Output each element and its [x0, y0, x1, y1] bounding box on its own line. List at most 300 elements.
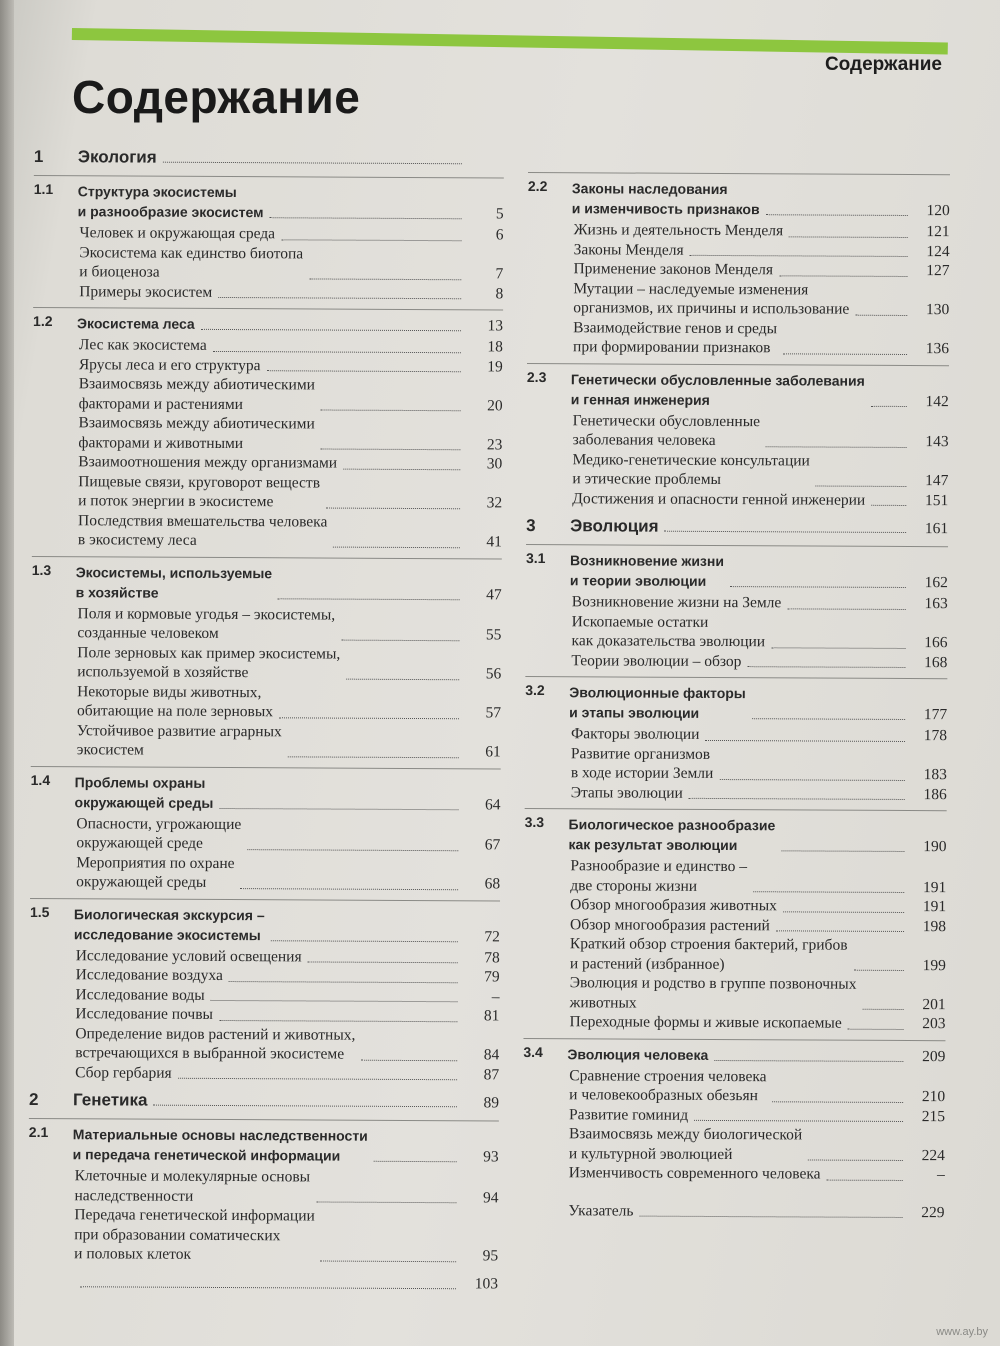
page-number: 79 — [484, 968, 500, 986]
toc-entry — [570, 856, 946, 897]
dot-leader — [853, 970, 903, 971]
section-title: Эволюционные факторы и этапы эволюции — [569, 684, 746, 721]
entry-title: Этапы эволюции — [570, 783, 683, 802]
dot-leader — [776, 930, 904, 932]
toc-section — [28, 1118, 499, 1266]
toc-entry — [573, 279, 949, 320]
entry-title: Экосистема как единство биотопа и биоценоза — [79, 243, 304, 281]
toc-entry — [77, 604, 501, 645]
page-number: – — [936, 1166, 945, 1184]
page-number: 67 — [484, 836, 501, 854]
toc-entry — [77, 643, 501, 684]
toc-entry — [76, 853, 500, 894]
page-number: 87 — [483, 1065, 500, 1083]
dot-leader — [779, 275, 907, 277]
toc-section — [527, 172, 950, 359]
toc-section — [30, 765, 501, 893]
page-number: 191 — [922, 878, 947, 896]
dot-leader — [783, 353, 907, 355]
section-title: Биологическое разнообразие как результат эволюции — [568, 816, 776, 854]
toc-entry — [77, 682, 501, 723]
entry-title: Разнообразие и единство – две стороны жизни — [570, 857, 748, 895]
dot-leader — [247, 849, 458, 851]
section-title: Экосистема леса — [77, 315, 195, 332]
toc-entry — [74, 1205, 498, 1266]
entry-title: Обзор многообразия животных — [570, 896, 777, 915]
dot-leader — [848, 1028, 904, 1029]
toc-entry — [74, 1166, 498, 1207]
page-number: 198 — [922, 917, 947, 935]
index-title: Указатель — [568, 1201, 634, 1220]
page-number: 124 — [926, 242, 950, 260]
dot-leader — [639, 1216, 902, 1218]
page-number: 89 — [483, 1094, 500, 1112]
section-title: Структура экосистемы и разнообразие экосистем — [77, 183, 264, 221]
toc-section — [523, 808, 946, 1034]
dot-leader — [333, 546, 460, 548]
running-head: Содержание — [824, 54, 942, 75]
section-heading — [30, 903, 500, 945]
dot-leader — [266, 370, 460, 372]
section-number: 3.4 — [523, 1043, 543, 1060]
toc-section — [523, 1037, 946, 1184]
page-number: 120 — [926, 202, 950, 220]
entry-title: Исследование воздуха — [75, 966, 223, 985]
chapter-number: 2 — [28, 1089, 39, 1110]
toc-entry — [75, 1024, 499, 1065]
entry-title: Медико-генетические консультации и этические проблемы — [572, 450, 810, 489]
page-number: 41 — [486, 533, 502, 551]
toc-entry — [569, 1124, 945, 1165]
chapter-number: 3 — [526, 515, 536, 536]
entry-title: Жизнь и деятельность Менделя — [573, 221, 784, 240]
dot-leader — [752, 718, 905, 720]
toc-entry — [79, 355, 503, 377]
toc-entry — [571, 651, 947, 672]
page-number: 78 — [484, 948, 500, 966]
entry-title: Исследование почвы — [75, 1005, 213, 1023]
section-title: Проблемы охраны окружающей среды — [74, 773, 214, 811]
toc-entry — [572, 450, 948, 491]
page-number: 210 — [921, 1088, 946, 1106]
toc-entry — [571, 783, 947, 804]
dot-leader — [219, 1019, 457, 1021]
entry-title: Краткий обзор строения бактерий, грибов и растений (избранное) — [569, 935, 848, 973]
dot-leader — [321, 410, 461, 412]
dot-leader — [719, 779, 905, 781]
page-number: 19 — [487, 357, 503, 375]
toc-section — [33, 175, 504, 303]
entry-title: Последствия вмешательства человека в экосистему леса — [77, 511, 328, 549]
entry-title: Примеры экосистем — [79, 282, 213, 301]
chapter-title: Эволюция — [570, 516, 659, 536]
entry-title: Достижения и опасности генной инженерии — [572, 489, 866, 509]
entry-title: Ископаемые остатки как доказательства эволюции — [571, 612, 766, 651]
page-number: 224 — [921, 1146, 945, 1164]
toc-entry — [79, 223, 503, 245]
section-number: 1.1 — [33, 180, 54, 198]
toc-entry — [78, 452, 502, 474]
toc-entry — [569, 1163, 945, 1184]
dot-leader — [163, 162, 462, 165]
page-number: 20 — [487, 396, 503, 414]
page-number: 191 — [922, 898, 947, 916]
section-number: 2.1 — [28, 1123, 49, 1141]
dot-leader — [816, 485, 907, 486]
dot-leader — [361, 1059, 457, 1061]
toc-entry — [570, 895, 946, 916]
page-number: 23 — [486, 435, 503, 453]
page-number: 56 — [485, 665, 502, 683]
entry-title: Передача генетической информации при образовании соматических и половых клеток — [74, 1206, 315, 1263]
page-number: 151 — [924, 491, 949, 509]
page-number: 199 — [922, 956, 946, 974]
entry-title: Мутации – наследуемые изменения организмов, их причины и использование — [573, 279, 850, 318]
dot-leader — [766, 446, 907, 448]
chapter-title: Генетика — [72, 1090, 148, 1110]
dot-leader — [213, 350, 461, 352]
entry-title: Факторы эволюции — [571, 725, 700, 743]
section-number: 3.2 — [525, 681, 545, 699]
dot-leader — [321, 1260, 457, 1262]
toc-section — [525, 544, 948, 672]
toc-entry — [75, 1063, 499, 1085]
entry-title: Взаимоотношения между организмами — [78, 453, 338, 472]
dot-leader — [862, 1009, 903, 1010]
entry-title: Взаимосвязь между абиотическими факторами и растениями — [78, 375, 316, 413]
dot-leader — [201, 329, 461, 331]
chapter-heading — [29, 1090, 499, 1112]
page-title: Содержание — [72, 71, 361, 123]
page-number: 136 — [925, 340, 950, 358]
entry-title: Переходные формы и живые ископаемые — [569, 1013, 842, 1032]
index-entry — [523, 1200, 945, 1222]
entry-list — [29, 945, 500, 1084]
dot-leader — [229, 981, 458, 983]
section-number: 1.2 — [33, 312, 53, 330]
toc-entry — [79, 282, 503, 304]
dot-leader — [730, 586, 906, 588]
page-number: 121 — [926, 223, 950, 241]
dot-leader — [326, 507, 460, 509]
section-number: 1.3 — [31, 561, 52, 578]
page-number: 209 — [922, 1047, 946, 1065]
entry-title: Развитие гоминид — [569, 1105, 689, 1124]
entry-title: Обзор многообразия растений — [570, 915, 770, 934]
toc-chapter — [29, 147, 504, 1084]
page-number: 93 — [483, 1148, 499, 1166]
toc-section — [31, 555, 502, 761]
entry-title: Определение видов растений и животных, встречающихся в выбранной экосистеме — [75, 1024, 356, 1063]
section-number: 3.3 — [524, 813, 545, 831]
page-number: 13 — [487, 317, 504, 335]
green-header-rule — [72, 28, 948, 55]
toc-entry — [573, 259, 949, 280]
dot-leader — [309, 278, 461, 280]
chapter-title: Экология — [77, 147, 157, 167]
section-number: 1.5 — [29, 903, 50, 920]
entry-title: Ярусы леса и его структура — [78, 355, 261, 374]
page-number: 201 — [922, 995, 946, 1013]
entry-list — [523, 856, 946, 1034]
dot-leader — [855, 314, 907, 315]
entry-list — [28, 1166, 499, 1266]
page-number: 229 — [921, 1203, 945, 1221]
entry-title: Взаимосвязь между абиотическими факторами и животными — [78, 414, 315, 452]
entry-title: Сравнение строения человека и человекообразных обезьян — [569, 1066, 767, 1105]
toc-entry — [572, 489, 948, 510]
dot-leader — [753, 891, 904, 893]
entry-title: Исследование условий освещения — [75, 946, 302, 965]
toc-chapter — [28, 1090, 499, 1266]
dot-leader — [288, 756, 459, 758]
dot-leader — [178, 1078, 457, 1080]
toc-entry — [75, 1004, 499, 1026]
dot-leader — [694, 1120, 903, 1122]
chapter-number: 1 — [33, 146, 44, 167]
section-number: 2.2 — [527, 177, 548, 195]
section-heading — [32, 561, 502, 603]
entry-list — [523, 1065, 946, 1184]
dot-leader — [787, 608, 905, 610]
toc-section — [32, 307, 503, 552]
entry-title: Лес как экосистема — [78, 336, 207, 354]
entry-title: Взаимодействие генов и среды при формировании признаков — [573, 318, 778, 357]
dot-leader — [705, 739, 905, 741]
toc-entry — [76, 965, 500, 987]
dot-leader — [783, 911, 904, 913]
watermark: www.ay.by — [936, 1326, 988, 1338]
page-number: 8 — [495, 284, 504, 302]
dot-leader — [871, 405, 907, 406]
toc-entry — [79, 374, 503, 415]
toc-entry — [571, 744, 947, 785]
entry-title: Мероприятия по охране окружающей среды — [76, 853, 235, 891]
entry-list — [31, 603, 502, 761]
page-binding-shadow — [0, 0, 14, 1346]
toc-entry — [569, 1105, 945, 1126]
section-number: 3.1 — [525, 549, 546, 567]
entry-list — [30, 813, 500, 893]
toc-entry — [573, 318, 949, 359]
dot-leader — [689, 798, 905, 800]
dot-leader — [374, 1161, 457, 1162]
dot-leader — [269, 217, 461, 219]
section-title: Экосистемы, используемые в хозяйстве — [75, 563, 273, 601]
dot-leader — [341, 639, 459, 641]
dot-leader — [308, 961, 458, 963]
page-number: 72 — [484, 927, 500, 945]
dot-leader — [871, 505, 906, 506]
section-heading — [34, 181, 504, 223]
toc-entry — [77, 721, 501, 762]
entry-title: Устойчивое развитие аграрных экосистем — [76, 721, 282, 759]
dot-leader — [240, 888, 458, 890]
entry-list — [525, 592, 947, 672]
dot-leader — [789, 236, 908, 238]
dot-leader — [665, 531, 907, 533]
toc-entry — [569, 1066, 945, 1107]
dot-leader — [781, 850, 904, 852]
toc-entry — [572, 592, 948, 613]
section-number: 1.4 — [30, 771, 51, 788]
dot-leader — [153, 1105, 457, 1108]
section-heading — [524, 814, 946, 856]
dot-leader — [211, 1000, 458, 1002]
dot-leader — [316, 1201, 456, 1203]
toc-entry — [75, 985, 499, 1007]
entry-list — [525, 724, 947, 804]
dot-leader — [279, 717, 459, 719]
page-number: 186 — [923, 785, 947, 803]
chapter-heading — [526, 516, 948, 538]
section-heading — [528, 178, 950, 220]
page-number: 47 — [486, 585, 502, 603]
entry-title: Теории эволюции – обзор — [571, 651, 742, 670]
section-heading — [527, 368, 949, 410]
toc-entry — [570, 973, 946, 1014]
section-heading — [523, 1043, 945, 1065]
page-number: – — [491, 987, 500, 1005]
entry-title: Развитие организмов в ходе истории Земли — [570, 744, 714, 782]
entry-title: Законы Менделя — [573, 240, 684, 259]
entry-title: Пищевые связи, круговорот веществ и поток энергии в экосистеме — [78, 472, 321, 511]
dot-leader — [772, 1101, 903, 1103]
dot-leader — [766, 214, 908, 216]
toc-entry — [571, 724, 947, 745]
page-number: 32 — [486, 494, 503, 512]
dot-leader — [281, 239, 461, 241]
chapter-heading — [34, 147, 504, 169]
dot-leader — [747, 666, 905, 668]
section-title: Материальные основы наследственности и передача генетической информации — [72, 1126, 368, 1164]
section-title: Законы наследования и изменчивость признаков — [571, 180, 760, 218]
toc-section — [526, 362, 949, 510]
toc-entry — [570, 915, 946, 936]
toc-entry — [79, 243, 503, 284]
section-title: Биологическая экскурсия – исследование экосистемы — [73, 905, 265, 943]
toc-entry — [78, 511, 502, 552]
section-heading — [33, 313, 503, 335]
toc-chapter — [526, 172, 950, 510]
page-number: 166 — [924, 634, 948, 652]
page-number: 64 — [484, 795, 501, 813]
entry-title: Генетически обусловленные заболевания человека — [572, 411, 761, 449]
toc-entry — [571, 612, 947, 653]
page-number: 161 — [924, 520, 949, 538]
toc-entry — [570, 934, 946, 975]
page-number: 190 — [923, 838, 947, 856]
entry-title: Опасности, угрожающие окружающей среде — [76, 814, 242, 852]
page-number: 55 — [485, 626, 502, 644]
page-number: 57 — [485, 704, 502, 722]
section-heading — [29, 1124, 499, 1166]
dot-leader — [690, 255, 908, 257]
entry-title: Эволюция и родство в группе позвоночных животных — [569, 974, 857, 1012]
page-number: 5 — [495, 205, 504, 223]
page-number: 178 — [923, 727, 948, 745]
entry-list — [33, 223, 503, 303]
page-number: 130 — [925, 301, 950, 319]
section-title: Генетически обусловленные заболевания и генная инженерия — [570, 370, 865, 408]
page-number: 142 — [925, 392, 949, 410]
section-heading — [30, 771, 500, 813]
dot-leader — [346, 678, 459, 680]
page-number: 183 — [923, 766, 947, 784]
entry-title: Возникновение жизни на Земле — [571, 593, 782, 612]
entry-list — [527, 220, 950, 359]
page-number: 143 — [925, 433, 949, 451]
entry-title: Взаимосвязь между биологической и культурной эволюцией — [568, 1125, 803, 1163]
toc-section — [525, 676, 948, 804]
entry-title: Клеточные и молекулярные основы наследственности — [74, 1167, 311, 1205]
section-title: Эволюция человека — [567, 1045, 709, 1063]
page-number: 163 — [924, 595, 948, 613]
page-number: 177 — [923, 706, 948, 724]
dot-leader — [218, 297, 461, 299]
entry-title: Изменчивость современного человека — [568, 1164, 821, 1183]
section-heading — [526, 550, 948, 592]
section-title: Возникновение жизни и теории эволюции — [569, 552, 725, 589]
entry-title: Применение законов Менделя — [573, 260, 774, 279]
toc-entry — [78, 472, 502, 513]
dot-leader — [771, 647, 905, 649]
page-number: 7 — [495, 265, 504, 283]
entry-title: Сбор гербария — [75, 1063, 172, 1082]
toc-entry — [573, 411, 949, 452]
page-number: 162 — [924, 574, 948, 592]
toc-entry — [76, 814, 500, 855]
page-number: 103 — [474, 1274, 499, 1292]
dot-leader — [219, 807, 458, 809]
toc-entry — [79, 335, 503, 357]
toc-left-column — [28, 143, 504, 1293]
entry-title: Поле зерновых как пример экосистемы, используемой в хозяйстве — [77, 643, 341, 682]
page-number: 6 — [495, 226, 504, 244]
page-number: 94 — [482, 1188, 499, 1206]
dot-leader — [278, 598, 460, 600]
page-number: 127 — [926, 262, 950, 280]
page-number: 18 — [487, 338, 503, 356]
dot-leader — [808, 1159, 903, 1160]
page-number: 81 — [483, 1007, 500, 1025]
dot-leader — [343, 468, 460, 470]
dot-leader — [321, 449, 461, 451]
toc-right-column — [523, 172, 950, 1222]
page-number: 30 — [486, 455, 503, 473]
dot-leader — [826, 1179, 902, 1180]
toc-section — [29, 897, 500, 1084]
page-number: 95 — [482, 1247, 499, 1265]
dot-leader — [80, 1286, 456, 1289]
entry-title: Некоторые виды животных, обитающие на поле зерновых — [76, 682, 274, 721]
entry-list — [32, 335, 503, 552]
toc-entry — [569, 1012, 945, 1033]
entry-list — [526, 410, 949, 510]
page-number: 203 — [922, 1015, 946, 1033]
entry-title: Исследование воды — [75, 985, 205, 1004]
trailing-page-row — [28, 1271, 498, 1293]
section-heading — [525, 682, 947, 724]
toc-entry — [76, 946, 500, 968]
dot-leader — [271, 940, 458, 942]
entry-title: Человек и окружающая среда — [79, 224, 276, 243]
toc-entry — [574, 220, 950, 241]
toc-chapter — [523, 516, 948, 1185]
dot-leader — [714, 1059, 903, 1061]
page-number: 84 — [483, 1046, 500, 1064]
toc-entry — [78, 413, 502, 454]
